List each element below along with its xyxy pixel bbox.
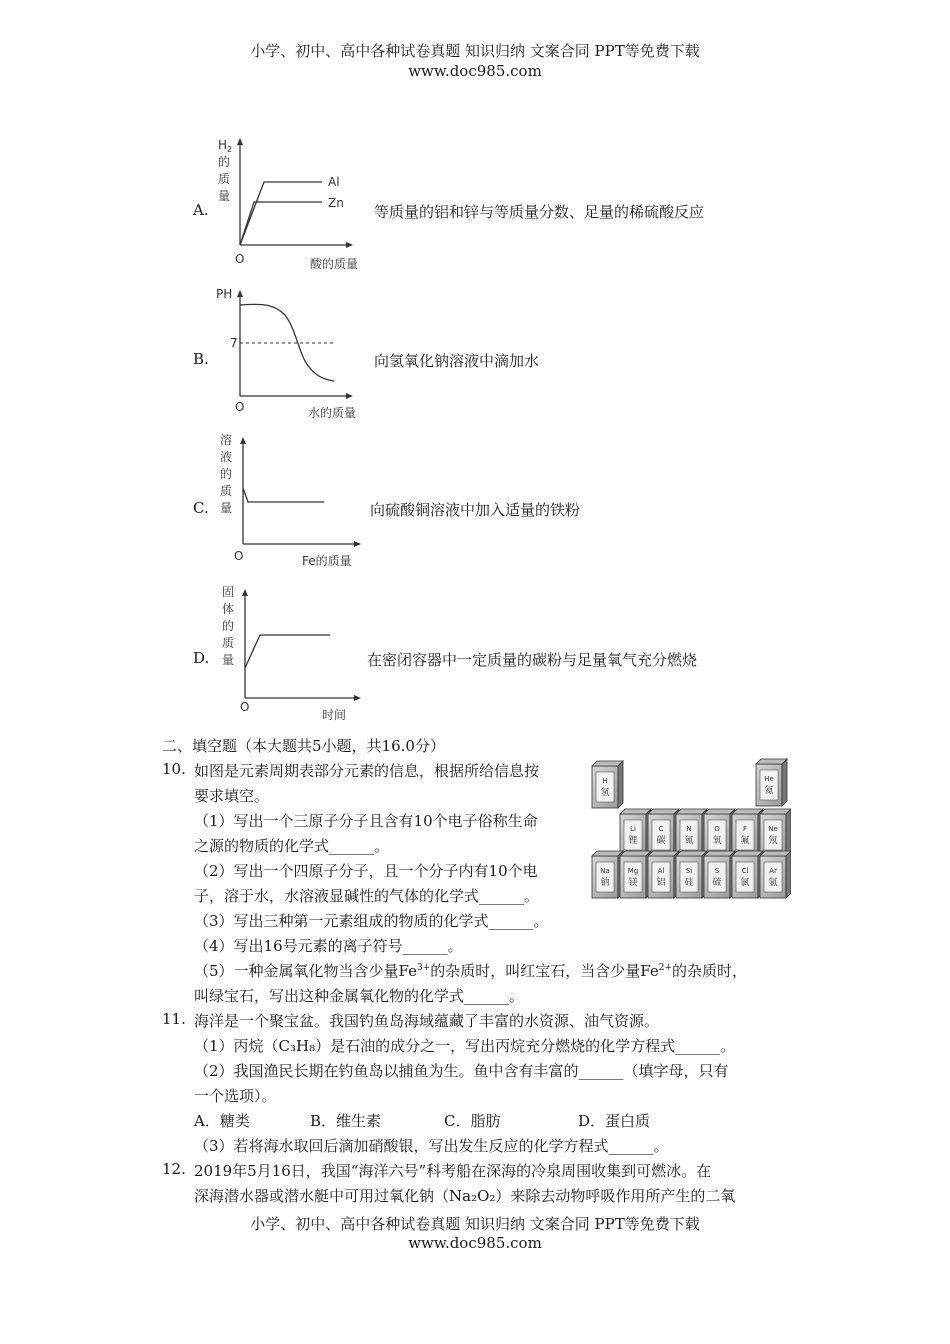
element-cell-li — [620, 809, 651, 856]
q10-stem-line1: 如图是元素周期表部分元素的信息，根据所给信息按 — [194, 762, 540, 780]
element-cell-row2-3 — [704, 809, 735, 856]
q11-choice-a: A．糖类 — [194, 1112, 250, 1130]
element-cell-row3-0 — [592, 851, 623, 898]
svg-text:Ne: Ne — [768, 825, 778, 833]
svg-text:He: He — [764, 775, 774, 783]
chart-c-ylabel-3: 的 — [220, 467, 233, 481]
q11-choice-b: B．维生素 — [310, 1112, 382, 1130]
svg-text:Na: Na — [600, 867, 610, 875]
chart-b-ref-label: 7 — [230, 336, 238, 350]
svg-text:氢: 氢 — [600, 788, 610, 798]
svg-text:N: N — [686, 825, 692, 833]
svg-text:O: O — [714, 825, 720, 833]
svg-text:氩: 氩 — [768, 878, 778, 888]
chart-a-origin: O — [235, 252, 245, 266]
element-cell-row3-5 — [732, 851, 763, 898]
svg-text:锂: 锂 — [628, 836, 638, 846]
svg-text:铝: 铝 — [656, 878, 666, 888]
page-footer-url: www.doc985.com — [408, 1234, 542, 1252]
svg-text:F: F — [742, 825, 748, 833]
q10-stem-line2: 要求填空。 — [194, 787, 270, 805]
option-c-letter: C. — [193, 499, 209, 517]
svg-text:氧: 氧 — [712, 836, 722, 846]
chart-c-xlabel: Fe的质量 — [302, 554, 352, 568]
chart-option-a — [210, 135, 370, 279]
chart-d-ylabel-5: 量 — [222, 653, 235, 667]
option-a-text: 等质量的铝和锌与等质量分数、足量的稀硫酸反应 — [374, 203, 705, 221]
q12-number: 12. — [162, 1160, 186, 1178]
chart-a-ylabel: H — [218, 138, 228, 152]
element-cell-row2-5 — [760, 809, 791, 856]
element-cell-row3-1 — [620, 851, 651, 898]
svg-text:C: C — [658, 825, 664, 833]
chart-a-ylabel-2: 质 — [218, 172, 231, 186]
chart-d-xlabel: 时间 — [322, 708, 347, 722]
chart-d-ylabel-3: 的 — [222, 619, 235, 633]
option-b-text: 向氢氧化钠溶液中滴加水 — [374, 352, 540, 370]
chart-d-origin: O — [240, 700, 250, 714]
svg-text:Ar: Ar — [769, 867, 777, 875]
svg-text:S: S — [714, 867, 720, 875]
element-cell-row2-2 — [676, 809, 707, 856]
chart-b-xlabel: 水的质量 — [308, 406, 357, 420]
element-cell-row3-4 — [704, 851, 735, 898]
chart-option-b — [210, 283, 370, 427]
chart-d-line — [245, 635, 330, 668]
svg-text:硫: 硫 — [712, 878, 722, 888]
q12-line2: 深海潜水器或潜水艇中可用过氧化钠（Na₂O₂）来除去动物呼吸作用所产生的二氧 — [194, 1187, 736, 1205]
svg-text:Mg: Mg — [627, 867, 639, 875]
svg-text:H: H — [602, 777, 608, 785]
q11-stem: 海洋是一个聚宝盆。我国钓鱼岛海域蕴藏了丰富的水资源、油气资源。 — [194, 1012, 660, 1030]
q10-part1-line1: （1）写出一个三原子分子且含有10个电子俗称生命 — [194, 812, 538, 830]
q11-part2-line1: （2）我国渔民长期在钓鱼岛以捕鱼为生。鱼中含有丰富的______（填字母，只有 — [194, 1062, 729, 1080]
page-header-url: www.doc985.com — [408, 62, 542, 80]
q11-part1: （1）丙烷（C₃H₈）是石油的成分之一，写出丙烷充分燃烧的化学方程式______。 — [194, 1037, 736, 1055]
q10-part1-line2: 之源的物质的化学式______。 — [194, 837, 390, 855]
page-footer-line1: 小学、初中、高中各种试卷真题 知识归纳 文案合同 PPT等免费下载 — [250, 1215, 700, 1233]
element-cell-h — [592, 761, 623, 808]
chart-a-xlabel: 酸的质量 — [310, 257, 359, 271]
svg-text:硅: 硅 — [684, 878, 694, 888]
chart-option-d — [210, 580, 370, 729]
chart-a-line-al — [240, 182, 322, 245]
periodic-table-figure — [586, 756, 791, 912]
chart-c-ylabel-5: 量 — [220, 501, 233, 515]
q12-line1: 2019年5月16日，我国“海洋六号”科考船在深海的冷泉周围收集到可燃冰。在 — [194, 1162, 712, 1180]
svg-text:氟: 氟 — [740, 836, 750, 846]
svg-text:氯: 氯 — [740, 878, 750, 888]
chart-a-label-zn: Zn — [328, 196, 344, 210]
option-a-letter: A. — [193, 201, 209, 219]
q10-number: 10. — [162, 760, 186, 778]
chart-d-ylabel-4: 质 — [222, 636, 235, 650]
q10-part2-line1: （2）写出一个四原子分子，且一个分子内有10个电 — [194, 862, 538, 880]
element-cell-he — [756, 759, 787, 806]
q10-part5-line2: 叫绿宝石，写出这种金属氧化物的化学式______。 — [194, 987, 525, 1005]
svg-text:钠: 钠 — [600, 878, 610, 888]
svg-text:氮: 氮 — [684, 836, 694, 846]
chart-b-origin: O — [235, 400, 245, 414]
periodic-table-cells — [592, 759, 791, 898]
q10-part4: （4）写出16号元素的离子符号______。 — [194, 937, 463, 955]
option-d-letter: D. — [193, 649, 210, 667]
element-cell-row3-6 — [760, 851, 791, 898]
svg-text:Si: Si — [685, 867, 693, 875]
page-header-line1: 小学、初中、高中各种试卷真题 知识归纳 文案合同 PPT等免费下载 — [250, 42, 700, 60]
option-b-letter: B. — [193, 350, 209, 368]
q10-part2-line2: 子，溶于水，水溶液显碱性的气体的化学式______。 — [194, 887, 540, 905]
svg-text:镁: 镁 — [628, 878, 638, 888]
q11-choice-c: C．脂肪 — [444, 1112, 501, 1130]
section-title: 二、填空题（本大题共5小题，共16.0分） — [162, 737, 445, 755]
svg-text:Li: Li — [630, 825, 636, 833]
element-cell-row2-4 — [732, 809, 763, 856]
chart-b-ylabel: PH — [216, 287, 233, 301]
q11-part3: （3）若将海水取回后滴加硝酸银，写出发生反应的化学方程式______。 — [194, 1137, 669, 1155]
svg-text:氖: 氖 — [768, 836, 778, 846]
svg-text:Al: Al — [657, 867, 665, 875]
chart-a-line-zn — [240, 202, 322, 245]
chart-c-ylabel-1: 溶 — [220, 433, 233, 447]
svg-text:氦: 氦 — [764, 786, 774, 796]
chart-c-line — [243, 488, 324, 502]
q10-part3: （3）写出三种第一元素组成的物质的化学式______。 — [194, 912, 549, 930]
q11-part2-line2: 一个选项）。 — [194, 1087, 277, 1105]
chart-c-origin: O — [234, 549, 244, 563]
chart-d-ylabel-1: 固 — [222, 585, 235, 599]
chart-option-c — [210, 428, 370, 577]
element-cell-row2-1 — [648, 809, 679, 856]
option-d-text: 在密闭容器中一定质量的碳粉与足量氧气充分燃烧 — [367, 651, 698, 669]
svg-text:碳: 碳 — [656, 836, 666, 846]
chart-a-ylabel-sub: 2 — [227, 145, 233, 154]
chart-a-ylabel-1: 的 — [218, 155, 231, 169]
q11-choice-d: D．蛋白质 — [578, 1112, 651, 1130]
element-cell-row3-2 — [648, 851, 679, 898]
chart-a-label-al: Al — [328, 175, 340, 189]
element-cell-row3-3 — [676, 851, 707, 898]
chart-a-ylabel-3: 量 — [218, 189, 231, 203]
svg-text:Cl: Cl — [741, 867, 749, 875]
chart-d-ylabel-2: 体 — [222, 602, 235, 616]
chart-c-ylabel-4: 质 — [220, 484, 233, 498]
q10-part5-line1: （5）一种金属氧化物当含少量$Fe^{3+}$的杂质时，叫红宝石，当含少量$Fe^{2+}$的杂质时， — [194, 962, 748, 980]
option-c-text: 向硫酸铜溶液中加入适量的铁粉 — [370, 501, 581, 519]
chart-c-ylabel-2: 液 — [220, 450, 233, 464]
q11-number: 11. — [162, 1010, 186, 1028]
